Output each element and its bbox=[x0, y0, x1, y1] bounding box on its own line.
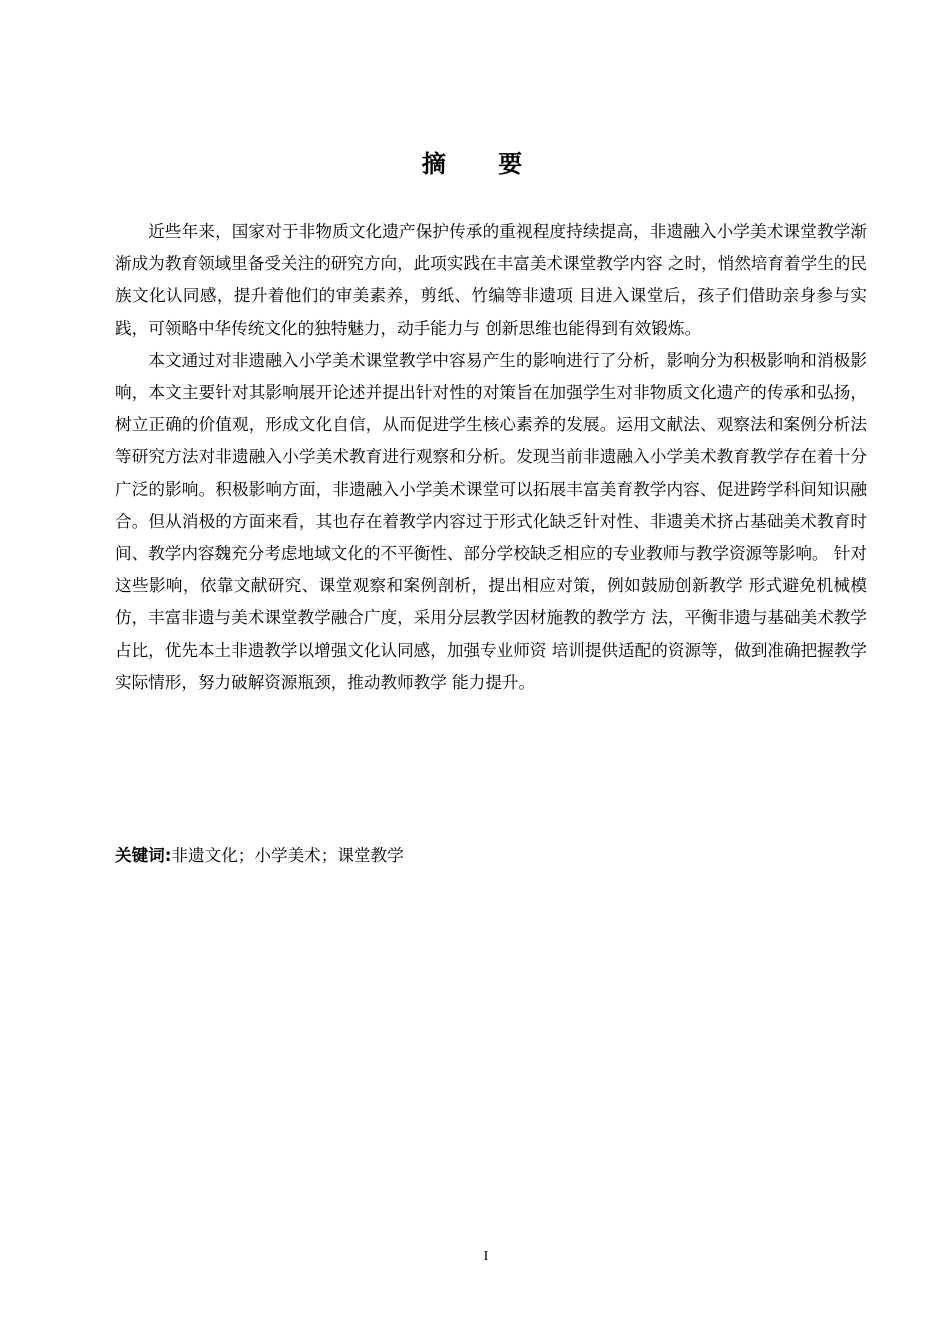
keywords-line bbox=[115, 842, 867, 870]
page-number: I bbox=[483, 1249, 489, 1264]
keywords-value: 非遗文化；小学美术；课堂教学 bbox=[171, 846, 404, 865]
abstract-title: 摘 要 bbox=[421, 150, 545, 178]
abstract-body bbox=[115, 216, 867, 699]
keywords-label: 关键词: bbox=[115, 846, 172, 865]
abstract-paragraph-1: 近些年来，国家对于非物质文化遗产保护传承的重视程度持续提高，非遗融入小学美术课堂教学渐渐成为教育领域里备受关注的研究方向，此项实践在丰富美术课堂教学内容 之时，悄然培育着学生的民族文化认同感，提升着他们的审美素养，剪纸、竹编等非遗项 目进入课堂后，孩子们借助亲身参与实践，可领略中华传统文化的独特魅力，动手能力与 创新思维也能得到有效锻炼。 bbox=[115, 222, 867, 338]
abstract-paragraph-2: 本文通过对非遗融入小学美术课堂教学中容易产生的影响进行了分析，影响分为积极影响和消极影响，本文主要针对其影响展开论述并提出针对性的对策旨在加强学生对非物质文化遗产的传承和弘扬，树立正确的价值观，形成文化自信，从而促进学生核心素养的发展。运用文献法、观察法和案例分析法等研究方法对非遗融入小学美术教育进行观察和分析。发现当前非遗融入小学美术教育教学存在着十分广泛的影响。积极影响方面，非遗融入小学美术课堂可以拓展丰富美育教学内容、促进跨学科间知识融合。但从消极的方面来看，其也存在着教学内容过于形式化缺乏针对性、非遗美术挤占基础美术教育时间、教学内容魏充分考虑地域文化的不平衡性、部分学校缺乏相应的专业教师与教学资源等影响。 针对这些影响，依靠文献研究、课堂观察和案例剖析，提出相应对策，例如鼓励创新教学 形式避免机械模仿，丰富非遗与美术课堂教学融合广度，采用分层教学因材施教的教学方 法，平衡非遗与基础美术教学占比，优先本土非遗教学以增强文化认同感，加强专业师资 培训提供适配的资源等，做到准确把握教学实际情形，努力破解资源瓶颈，推动教师教学 能力提升。 bbox=[115, 350, 867, 692]
